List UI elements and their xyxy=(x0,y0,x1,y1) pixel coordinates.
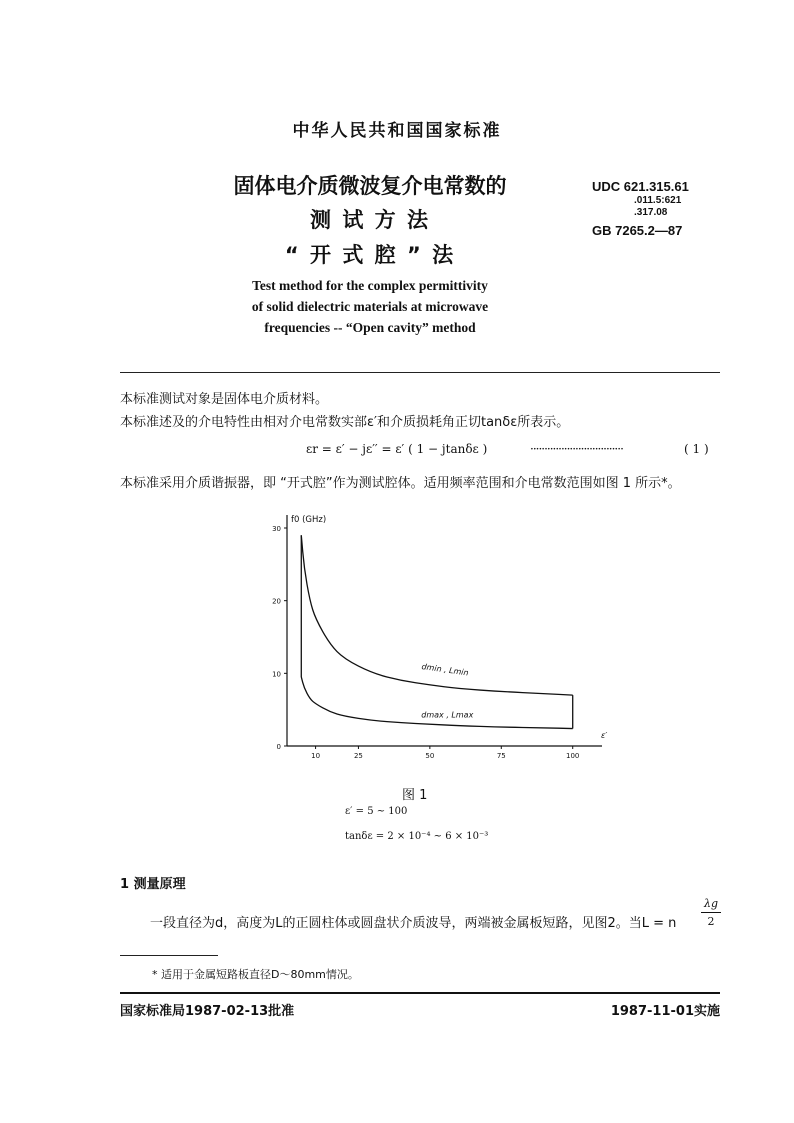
title-zh-line2: 测 试 方 法 xyxy=(310,208,430,232)
footnote: * 适用于金属短路板直径D～80mm情况。 xyxy=(152,968,359,981)
intro-paragraph-3: 本标准采用介质谐振器，即 “开式腔”作为测试腔体。适用频率范围和介电常数范围如图 1 所示*。 xyxy=(120,476,681,491)
title-zh-line3: “ 开 式 腔 ” 法 xyxy=(284,243,456,267)
issuing-country-label: 中华人民共和国国家标准 xyxy=(292,121,502,141)
title-en-line3: frequencies -- “Open cavity” method xyxy=(264,320,476,335)
x-tick-label: 100 xyxy=(566,752,580,760)
permittivity-range: ε′ = 5 ~ 100 xyxy=(345,806,408,817)
udc-code-line1: UDC 621.315.61 xyxy=(592,179,689,194)
fraction-denominator: 2 xyxy=(707,915,715,928)
x-tick-label: 50 xyxy=(425,752,435,760)
title-en-line2: of solid dielectric materials at microwave xyxy=(251,299,489,314)
gb-standard-number: GB 7265.2—87 xyxy=(592,223,683,238)
footer-divider xyxy=(120,992,720,994)
intro-paragraph-1: 本标准测试对象是固体电介质材料。 xyxy=(120,392,329,407)
section-1-text: 一段直径为d，高度为L的正圆柱体或圆盘状介质波导，两端被金属板短路，见图2。当L = n xyxy=(150,916,677,931)
equation-number: ( 1 ) xyxy=(684,442,709,456)
y-tick-label: 20 xyxy=(272,597,281,606)
figure-caption: 图 1 xyxy=(402,788,428,803)
footnote-divider xyxy=(120,955,218,956)
x-tick-label: 75 xyxy=(496,752,506,760)
x-axis-label: ε′ xyxy=(601,731,608,740)
y-tick-label: 0 xyxy=(276,743,281,751)
loss-tangent-range: tanδε = 2 × 10⁻⁴ ~ 6 × 10⁻³ xyxy=(345,831,489,842)
x-tick-label: 25 xyxy=(353,752,363,760)
header-divider xyxy=(120,372,720,373)
udc-code-line2: .011.5:621 xyxy=(634,195,682,206)
title-en-line1: Test method for the complex permittivity xyxy=(252,278,488,293)
fraction-numerator: λg xyxy=(703,897,718,910)
y-tick-label: 10 xyxy=(272,670,281,679)
implementation-date: 1987-11-01实施 xyxy=(610,1004,720,1019)
title-zh-line1: 固体电介质微波复介电常数的 xyxy=(233,174,507,198)
figure-1-chart xyxy=(0,500,794,780)
equation-1: εr = ε′ − jε′′ = ε′ ( 1 − jtanδε ) xyxy=(306,442,488,456)
approval-date: 国家标准局1987-02-13批准 xyxy=(120,1004,295,1019)
series-dmax-label: dmax , Lmax xyxy=(421,710,474,720)
equation-leader-dots: ································· xyxy=(530,442,623,456)
fraction-bar xyxy=(701,912,721,913)
y-axis-label: f0 (GHz) xyxy=(291,515,327,525)
series-dmin-label: dmin , Lmin xyxy=(421,662,470,678)
section-1-heading: 1 测量原理 xyxy=(120,877,186,892)
intro-paragraph-2: 本标准述及的介电特性由相对介电常数实部ε′和介质损耗角正切tanδε所表示。 xyxy=(120,415,570,430)
udc-code-line3: .317.08 xyxy=(634,207,668,218)
y-tick-label: 30 xyxy=(272,525,281,533)
x-tick-label: 10 xyxy=(311,752,321,760)
series-dmax-curve xyxy=(301,677,572,729)
